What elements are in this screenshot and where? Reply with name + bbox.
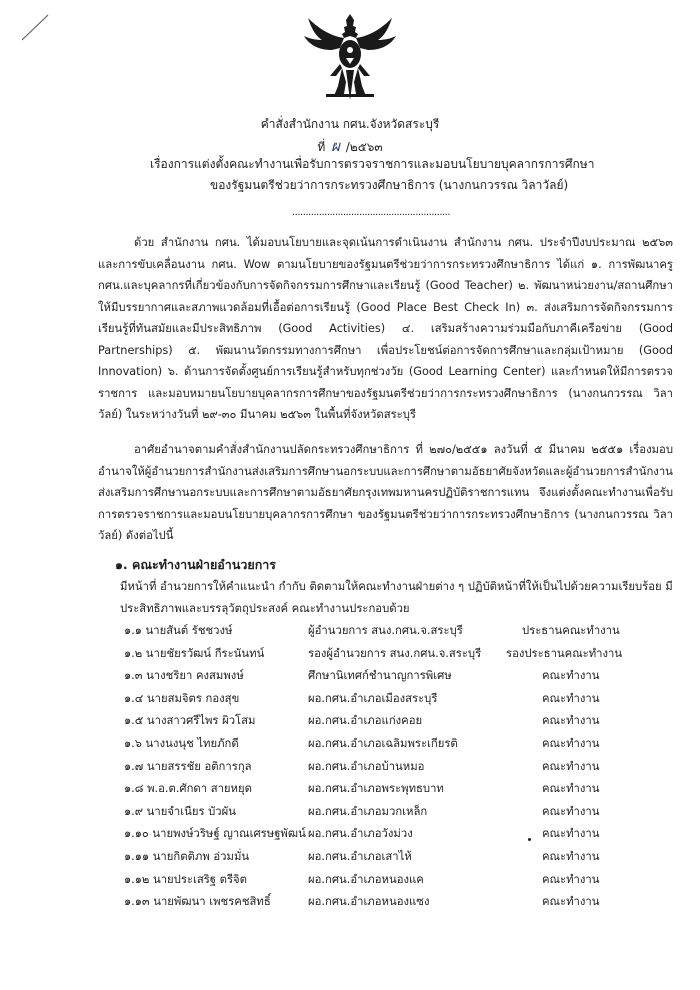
member-role: คณะทำงาน bbox=[542, 827, 600, 841]
member-role: คณะทำงาน bbox=[542, 849, 600, 863]
member-row bbox=[0, 867, 700, 890]
subject-block bbox=[150, 154, 620, 196]
member-name: ๑.๒ นายชัยรวัฒน์ กีระนันทน์ bbox=[124, 646, 265, 660]
member-row bbox=[0, 754, 700, 777]
member-name: ๑.๖ นางนงนุช ไทยภักดี bbox=[124, 736, 239, 750]
order-prefix: ที่ bbox=[317, 140, 326, 154]
member-name: ๑.๑๓ นายพัฒนา เพชรคชสิทธิ์ bbox=[124, 895, 271, 909]
section-title: ๑. คณะทำงานฝ่ายอำนวยการ bbox=[115, 557, 277, 572]
member-position: ผอ.กศน.อำเภอมวกเหล็ก bbox=[308, 804, 428, 818]
subject-line-1: เรื่องการแต่งตั้งคณะทำงานเพื่อรับการตรวจราชการและมอบนโยบายบุคลากรการศึกษา bbox=[150, 157, 595, 171]
member-name: ๑.๕ นางสาวศรีไพร ผิวโสม bbox=[124, 714, 256, 728]
member-name: ๑.๑๒ นายประเสริฐ ตรีจิต bbox=[124, 872, 247, 886]
member-row bbox=[0, 708, 700, 731]
member-name: ๑.๔ นายสมจิตร กองสุข bbox=[124, 691, 240, 705]
member-name: ๑.๘ พ.อ.ต.ศักดา สายหยุด bbox=[124, 782, 252, 796]
member-position: ผอ.กศน.อำเภอเมืองสระบุรี bbox=[308, 691, 438, 705]
member-row bbox=[0, 821, 700, 844]
paragraph-1-text: ด้วย สำนักงาน กศน. ได้มอบนโยบายและจุดเน้นการดำเนินงาน สำนักงาน กศน. ประจำปีงบประมาณ ๒๕๖๓ และการขับเคลื่อนงาน กศน. Wow ตามนโยบายของรัฐมนตรีช่วยว่าการกระทรวงศึกษาธิการ ได้แก่ ๑. การพัฒนาครู กศน.และบุคลากรที่เกี่ยวข้องกับการจัดกิจกรรมการศึกษาและเรียนรู้ (Good Teacher) ๒. พัฒนาหน่วยงาน/สถานศึกษาให้มีบรรยากาศและสภาพแวดล้อมที่เอื้อต่อการเรียนรู้ (Good Place Best Check In) ๓. ส่งเสริมการจัดกิจกรรมการเรียนรู้ที่ทันสมัยและมีประสิทธิภาพ (Good Activities) ๔. เสริมสร้างความร่วมมือกับภาคีเครือข่าย (Good Partnerships) ๕. พัฒนานวัตกรรมทางการศึกษา เพื่อประโยชน์ต่อการจัดการศึกษาและกลุ่มเป้าหมาย (Good Innovation) ๖. ด้านการจัดตั้งศูนย์การเรียนรู้สำหรับทุกช่วงวัย (Good Learning Center) และกำหนดให้มีการตรวจราชการ และมอบหมายนโยบายบุคลากรการศึกษาของรัฐมนตรีช่วยว่าการกระทรวงศึกษาธิการ (นางกนกวรรณ วิลาวัลย์) ในระหว่างวันที่ ๒๙-๓๐ มีนาคม ๒๕๖๓ ในพื้นที่จังหวัดสระบุรี bbox=[98, 236, 673, 421]
member-role: คณะทำงาน bbox=[542, 759, 600, 773]
member-position: ผอ.กศน.อำเภอวังม่วง bbox=[308, 827, 413, 841]
member-row bbox=[0, 731, 700, 754]
member-role: ประธานคณะทำงาน bbox=[522, 624, 620, 637]
member-position: ผอ.กศน.อำเภอแก่งคอย bbox=[308, 714, 423, 728]
garuda-emblem-icon bbox=[300, 10, 400, 102]
member-list bbox=[0, 618, 700, 912]
issuer-line: คำสั่งสำนักงาน กศน.จังหวัดสระบุรี bbox=[260, 117, 440, 131]
member-position: ผอ.กศน.อำเภอพระพุทธบาท bbox=[308, 782, 444, 796]
member-position: ผอ.กศน.อำเภอเฉลิมพระเกียรติ bbox=[308, 736, 458, 750]
member-row bbox=[0, 663, 700, 686]
member-row bbox=[0, 799, 700, 822]
member-row bbox=[0, 641, 700, 664]
member-role: คณะทำงาน bbox=[542, 736, 600, 750]
member-name: ๑.๑๑ นายกิตติภพ อ่วมมั่น bbox=[124, 849, 250, 863]
paragraph-2 bbox=[98, 439, 673, 547]
member-position: ผอ.กศน.อำเภอบ้านหมอ bbox=[308, 759, 425, 773]
member-role: คณะทำงาน bbox=[542, 804, 600, 818]
paragraph-2-text: อาศัยอำนาจตามคำสั่งสำนักงานปลัดกระทรวงศึกษาธิการ ที่ ๒๗๐/๒๕๕๑ ลงวันที่ ๕ มีนาคม ๒๕๕๑ เรื่องมอบอำนาจให้ผู้อำนวยการสำนักงานส่งเสริมการศึกษานอกระบบและการศึกษาตามอัธยาศัยจังหวัดและผู้อำนวยการสำนักงานส่งเสริมการศึกษานอกระบบและการศึกษาตามอัธยาศัยกรุงเทพมหานครปฏิบัติราชการแทน จึงแต่งตั้งคณะทำงานเพื่อรับการตรวจราชการและมอบนโยบายบุคลากรการศึกษา ของรัฐมนตรีช่วยว่าการกระทรวงศึกษาธิการ (นางกนกวรรณ วิลาวัลย์) ดังต่อไปนี้ bbox=[98, 443, 673, 542]
member-position: ผอ.กศน.อำเภอหนองแซง bbox=[308, 895, 430, 909]
member-position: ผอ.กศน.อำเภอเสาไห้ bbox=[308, 849, 412, 863]
subject-line-2: ของรัฐมนตรีช่วยว่าการกระทรวงศึกษาธิการ (นางกนกวรรณ วิลาวัลย์) bbox=[210, 178, 569, 192]
section-duty: มีหน้าที่ อำนวยการให้คำแนะนำ กำกับ ติดตามให้คณะทำงานฝ่ายต่าง ๆ ปฏิบัติหน้าที่ให้เป็นไปด้วยความเรียบร้อย มีประสิทธิภาพและบรรลุวัตถุประสงค์ คณะทำงานประกอบด้วย bbox=[120, 580, 673, 615]
member-name: ๑.๓ นางชริยา คงสมพงษ์ bbox=[124, 669, 244, 683]
stray-dot-mark bbox=[528, 838, 531, 841]
member-position: ผอ.กศน.อำเภอหนองแค bbox=[308, 872, 424, 886]
paragraph-1 bbox=[98, 232, 673, 426]
member-role: คณะทำงาน bbox=[542, 872, 600, 886]
member-row bbox=[0, 686, 700, 709]
member-role: คณะทำงาน bbox=[542, 669, 600, 683]
member-role: รองประธานคณะทำงาน bbox=[506, 646, 623, 660]
member-role: คณะทำงาน bbox=[542, 895, 600, 909]
divider-dots: ........................................................... bbox=[292, 207, 451, 218]
member-role: คณะทำงาน bbox=[542, 714, 600, 728]
member-name: ๑.๗ นายสรรชัย อติการกุล bbox=[124, 759, 252, 773]
member-position: รองผู้อำนวยการ สนง.กศน.จ.สระบุรี bbox=[308, 646, 482, 660]
order-suffix: /๒๕๖๓ bbox=[345, 140, 383, 154]
member-row bbox=[0, 618, 700, 641]
order-number-handwritten: ผ bbox=[331, 137, 340, 155]
member-row bbox=[0, 776, 700, 799]
member-position: ผู้อำนวยการ สนง.กศน.จ.สระบุรี bbox=[308, 624, 463, 637]
member-name: ๑.๑๐ นายพงษ์วริษฐ์ ญาณเศรษฐพัฒน์ bbox=[124, 827, 306, 841]
member-role: คณะทำงาน bbox=[542, 691, 600, 705]
member-name: ๑.๑ นายสันต์ รัชชวงษ์ bbox=[124, 624, 233, 637]
member-row bbox=[0, 844, 700, 867]
member-role: คณะทำงาน bbox=[542, 782, 600, 796]
member-row bbox=[0, 889, 700, 912]
member-position: ศึกษานิเทศก์ชำนาญการพิเศษ bbox=[308, 669, 452, 683]
pen-stroke-mark bbox=[20, 12, 50, 42]
member-name: ๑.๙ นายจำเนียร บัวผัน bbox=[124, 804, 236, 818]
